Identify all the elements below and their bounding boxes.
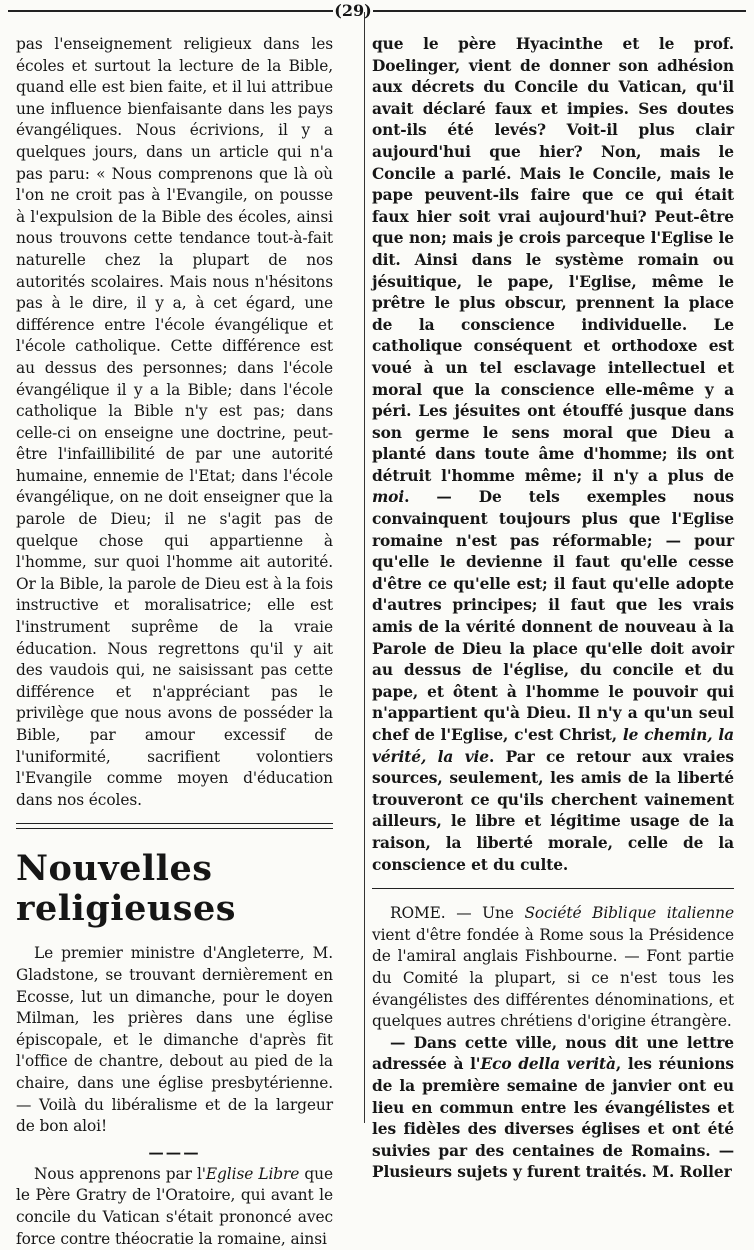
page-number: (29) xyxy=(334,1,372,20)
left-column xyxy=(16,34,333,1250)
right-column xyxy=(372,34,734,1184)
news-item-gratry-continued: que le père Hyacinthe et le prof. Doelinger, vient de donner son adhésion aux décrets du Concile du Vatican, qu'il avait déclaré faux et impies. Ses doutes ont-ils été levés? Voit-il plus clair aujourd'hui que hier? Non, mais le Concile a parlé. Mais le Concile, mais le pape peuvent-ils faire que ce qui était faux hier soit vrai aujourd'hui? Peut-être que non; mais je crois parceque l'Eglise le dit. Ainsi dans le système romain ou jésuitique, le pape, l'Eglise, même le prêtre le plus obscur, prennent la place de la conscience individuelle. Le catholique conséquent et orthodoxe est voué à un tel esclavage intellectuel et moral que la conscience elle-même y a péri. Les jésuites ont étouffé jusque dans son germe le sens moral que Dieu a planté dans toute âme d'homme; ils ont détruit l'homme même; il n'y a plus de moi. — De tels exemples nous convainquent toujours plus que l'Eglise romaine n'est pas réformable; — pour qu'elle le devienne il faut qu'elle cesse d'être ce qu'elle est; il faut qu'elle adopte d'autres principes; il faut que les vrais amis de la vérité donnent de nouveau à la Parole de Dieu la place qu'elle doit avoir au dessus de l'église, du concile et du pape, et ôtent à l'homme le pouvoir qui n'appartient qu'à Dieu. Il n'y a qu'un seul chef de l'Eglise, c'est Christ, le chemin, la vérité, la vie. Par ce retour aux vraies sources, seulement, les amis de la liberté trouveront ce qu'ils cherchent vainement ailleurs, le libre et légitime usage de la raison, la liberté morale, celle de la conscience et du culte. xyxy=(372,35,734,874)
item-separator: ——— xyxy=(148,1143,201,1162)
article-continuation: pas l'enseignement religieux dans les écoles et surtout la lecture de la Bible, quand elle est bien faite, et il lui attribue une influence bienfaisante dans les pays évangéliques. Nous écrivions, il y a quelques jours, dans un article qui n'a pas paru: « Nous comprenons que là où l'on ne croit pas à l'Evangile, on pousse à l'expulsion de la Bible des écoles, ainsi nous trouvons cette tendance tout-à-fait naturelle chez la plupart de nos autorités scolaires. Mais nous n'hésitons pas à le dire, il y a, à cet égard, une différence entre l'école évangélique et l'école catholique. Cette différence est au dessus des personnes; dans l'école évangélique il y a la Bible; dans l'école catholique la Bible n'y est pas; dans celle-ci on enseigne une doctrine, peut-être l'infaillibilité de par une autorité humaine, ennemie de l'Etat; dans l'école évangélique, on ne doit enseigner que la parole de Dieu; il ne s'agit pas de quelque chose qui appartienne à l'homme, sur quoi l'homme ait autorité. Or la Bible, la parole de Dieu est à la fois instructive et moralisatrice; elle est l'instrument suprême de la vraie éducation. Nous regrettons qu'il y ait des vaudois qui, ne saisissant pas cette différence et n'appréciant pas le privilège que nous avons de posséder la Bible, par amour excessif de l'uniformité, sacrifient volontiers l'Evangile comme moyen d'éducation dans nos écoles. xyxy=(16,35,333,809)
section-rule xyxy=(372,888,734,889)
column-divider xyxy=(364,12,365,1123)
section-rule xyxy=(16,823,333,829)
header-rule xyxy=(8,10,746,12)
news-item-rome-meetings: — Dans cette ville, nous dit une lettre adressée à l'Eco della verità, les réunions de la première semaine de janvier ont eu lieu en commun entre les évangélistes et les fidèles des diverses églises et ont été suivies par des centaines de Romains. — Plusieurs sujets y furent traités. M. Roller xyxy=(372,1033,734,1182)
news-item-rome-society: ROME. — Une Société Biblique italienne vient d'être fondée à Rome sous la Présidence de l'amiral anglais Fishbourne. — Font partie du Comité la plupart, si ce n'est tous les évangélistes des différentes dénominations, et quelques autres chrétiens d'origine étrangère. xyxy=(372,904,734,1031)
section-heading: Nouvelles religieuses xyxy=(16,848,236,930)
news-item-gladstone: Le premier ministre d'Angleterre, M. Gladstone, se trouvant dernièrement en Ecosse, lut un dimanche, pour le doyen Milman, les prières dans une église épiscopale, et le dimanche d'après fit l'office de chantre, debout au pied de la chaire, dans une église presbytérienne. — Voilà du libéralisme et de la largeur de bon aloi! xyxy=(16,944,333,1136)
news-item-gratry: Nous apprenons par l'Eglise Libre que le Père Gratry de l'Oratoire, qui avant le concile du Vatican s'était prononcé avec force contre théocratie la romaine, ainsi xyxy=(16,1164,333,1248)
